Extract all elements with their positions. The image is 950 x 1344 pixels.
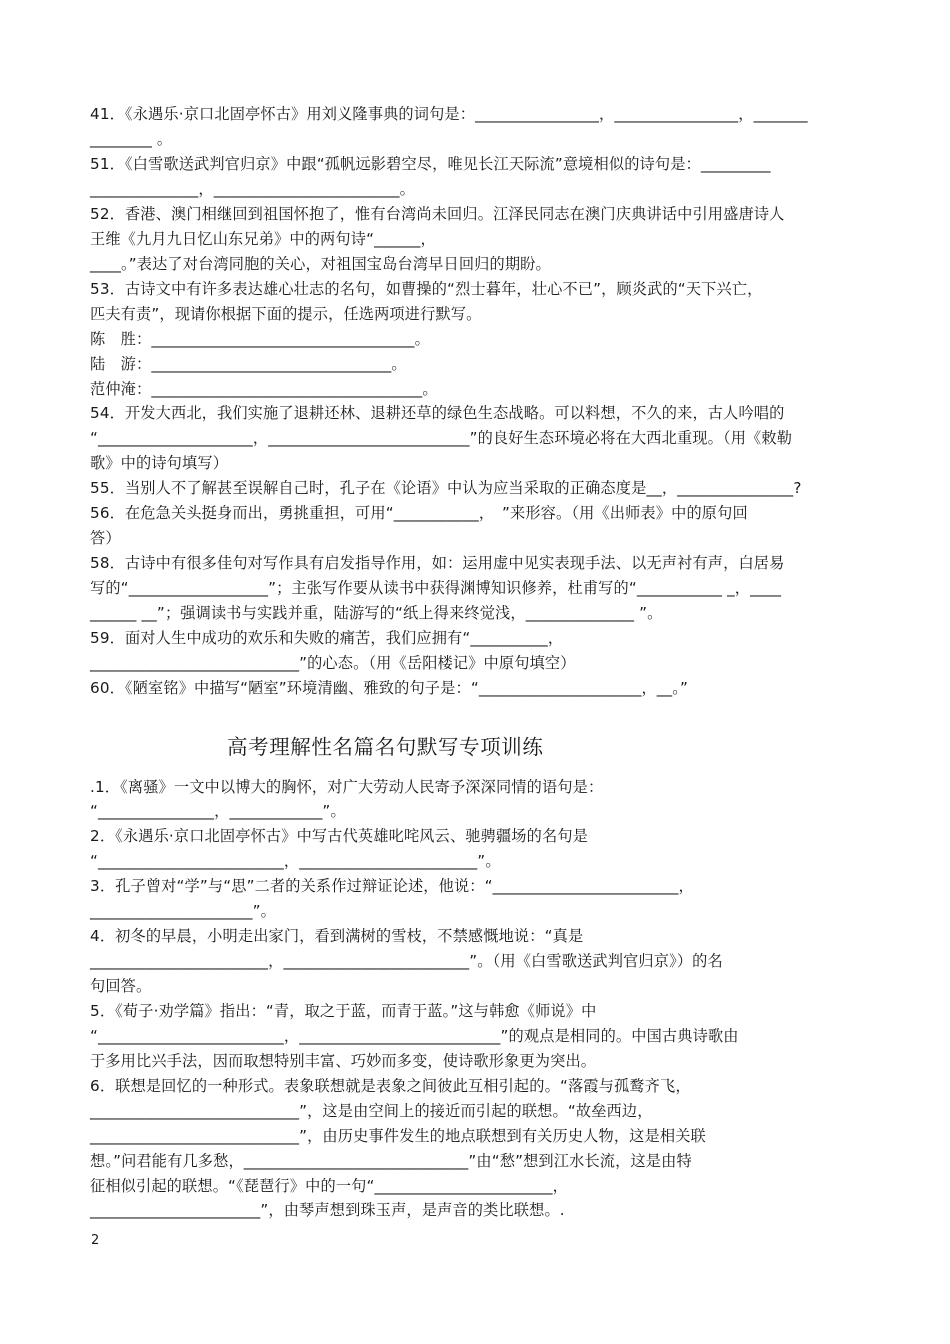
text-line: 于多用比兴手法，因而取想特别丰富、巧妙而多变，使诗歌形象更为突出。 xyxy=(90,1052,597,1070)
text-line: 41．《永遇乐·京口北固亭怀古》用刘义隆事典的词句是：________________，________________，_______ xyxy=(90,105,808,123)
text-line: 5．《荀子·劝学篇》指出：“青，取之于蓝，而青于蓝。”这与韩愈《师说》中 xyxy=(90,1002,597,1020)
text-line: ________ 。 xyxy=(90,130,173,148)
text-line: ____。”表达了对台湾同胞的关心，对祖国宝岛台湾早日回归的期盼。 xyxy=(90,255,551,273)
text-line: “____________________，__________________________”的良好生态环境必将在大西北重现。（用《敕勒 xyxy=(90,429,793,447)
text-line: 3．孔子曾对“学”与“思”二者的关系作过辩证论述，他说：“________________________， xyxy=(90,877,694,895)
text-line: _______________________，________________________”。（用《白雪歌送武判官归京》）的名 xyxy=(90,952,723,970)
text-line: ___________________________”，由历史事件发生的地点联想到有关历史人物，这是相关联 xyxy=(90,1127,706,1145)
text-line: 53．古诗文中有许多表达雄心壮志的名句，如曹操的“烈士暮年，壮心不已”，顾炎武的“天下兴亡， xyxy=(90,280,763,298)
text-line: 想。”问君能有几多愁，_____________________________”由“愁”想到江水长流，这是由特 xyxy=(90,1152,692,1170)
text-line: 范仲淹：___________________________________。 xyxy=(90,380,438,398)
text-line: 59．面对人生中成功的欢乐和失败的痛苦，我们应拥有“__________， xyxy=(90,629,564,647)
text-line: “________________________，_______________________”。 xyxy=(90,852,501,870)
text-line: 60．《陋室铭》中描写“陋室”环境清幽、雅致的句子是：“_____________________，__。” xyxy=(90,679,689,697)
text-line: 陈 胜：__________________________________。 xyxy=(90,330,430,348)
text-line: 58．古诗中有很多佳句对写作具有启发指导作用，如：运用虚中见实表现手法、以无声衬有声，白居易 xyxy=(90,554,785,572)
text-line: ___________________________”的心态。（用《岳阳楼记》中原句填空） xyxy=(90,654,576,672)
text-line: “________________________，__________________________”的观点是相同的。中国古典诗歌由 xyxy=(90,1027,739,1045)
text-line: ______________________”，由琴声想到珠玉声，是声音的类比联想。. xyxy=(90,1201,565,1219)
text-line: .1．《离骚》一文中以博大的胸怀，对广大劳动人民寄予深深同情的语句是： xyxy=(90,778,604,796)
text-line: 56．在危急关头挺身而出，勇挑重担，可用“___________， ”来形容。（用《出师表》中的原句回 xyxy=(90,504,748,522)
text-line: 54．开发大西北，我们实施了退耕还林、退耕还草的绿色生态战略。可以料想，不久的来，古人吟唱的 xyxy=(90,404,785,422)
text-line: 4．初冬的早晨，小明走出家门，看到满树的雪枝，不禁感慨地说：“真是 xyxy=(90,927,584,945)
section-title: 高考理解性名篇名句默写专项训练 xyxy=(227,735,544,759)
text-line: 51．《白雪歌送武判官归京》中跟“孤帆远影碧空尽，唯见长江天际流”意境相似的诗句是：_________ xyxy=(90,155,771,173)
text-line: 征相似引起的联想。“《琵琶行》中的一句“_______________________， xyxy=(90,1177,568,1195)
text-line: _____________________”。 xyxy=(90,902,276,920)
page-number: 2 xyxy=(91,1233,100,1248)
text-line: 2．《永遇乐·京口北固亭怀古》中写古代英雄叱咤风云、驰骋疆场的名句是 xyxy=(90,827,588,845)
text-line: 句回答。 xyxy=(90,977,152,995)
text-line: 写的“__________________”；主张写作要从读书中获得渊博知识修养，杜甫写的“___________ _，____ xyxy=(90,579,782,597)
text-line: 52．香港、澳门相继回到祖国怀抱了，惟有台湾尚未回归。江泽民同志在澳门庆典讲话中引用盛唐诗人 xyxy=(90,205,785,223)
text-line: ______________，________________________。 xyxy=(90,180,415,198)
text-line: ___________________________”，这是由空间上的接近而引起的联想。“故垒西边， xyxy=(90,1102,653,1120)
text-line: 6．联想是回忆的一种形式。表象联想就是表象之间彼此互相引起的。“落霞与孤鹜齐飞， xyxy=(90,1077,691,1095)
text-line: 王维《九月九日忆山东兄弟》中的两句诗“______， xyxy=(90,230,436,248)
text-line: 55．当别人不了解甚至误解自己时，孔子在《论语》中认为应当采取的正确态度是__，_______________? xyxy=(90,479,802,497)
text-line: 答） xyxy=(90,529,121,547)
text-line: “_______________，____________”。 xyxy=(90,802,346,820)
text-line: 陆 游：_______________________________。 xyxy=(90,355,407,373)
text-line: ______ __”；强调读书与实践并重，陆游写的“纸上得来终觉浅，______________ ”。 xyxy=(90,604,663,622)
text-line: 匹夫有责”，现请你根据下面的提示，任选两项进行默写。 xyxy=(90,305,482,323)
text-line: 歌》中的诗句填写） xyxy=(90,454,229,472)
